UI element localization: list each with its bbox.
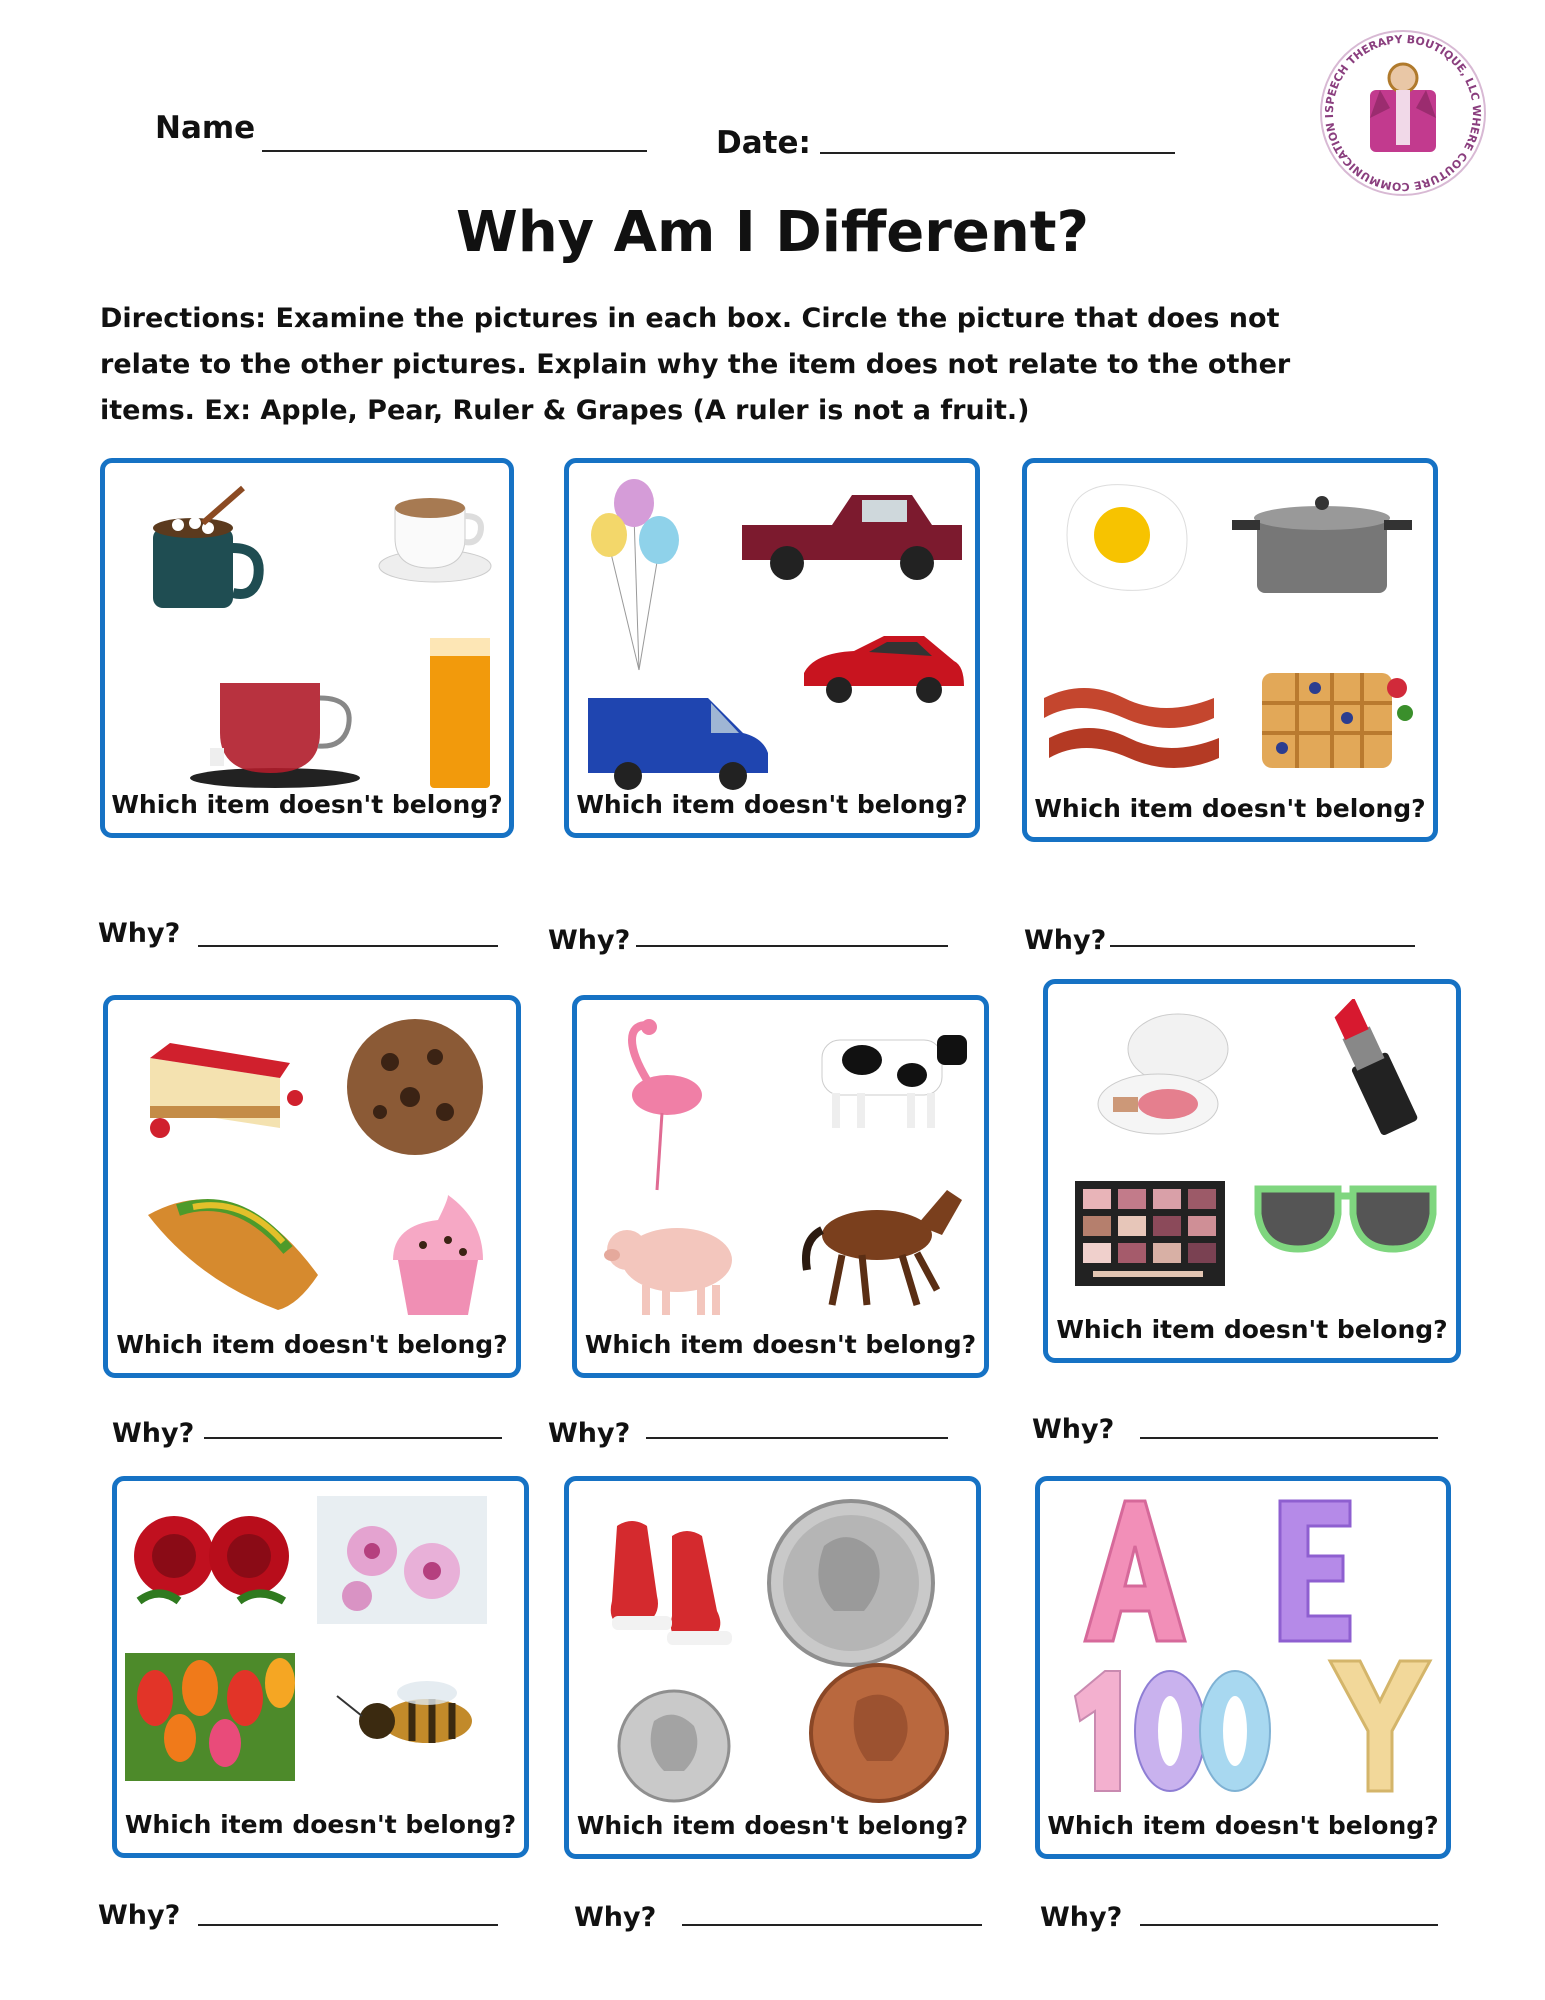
item-box-4[interactable]	[103, 995, 521, 1378]
item-box-8[interactable]	[564, 1476, 981, 1859]
why-answer-8[interactable]	[682, 1924, 982, 1926]
sunglasses-icon[interactable]	[1253, 1174, 1438, 1259]
why-label-3: Why?	[1024, 925, 1107, 956]
why-answer-3[interactable]	[1110, 945, 1415, 947]
item-box-7[interactable]	[112, 1476, 529, 1858]
sports-car-icon[interactable]	[799, 628, 969, 708]
why-label-4: Why?	[112, 1418, 195, 1449]
blush-compact-icon[interactable]	[1088, 1009, 1238, 1144]
why-label-6: Why?	[1032, 1414, 1115, 1445]
cookie-icon[interactable]	[340, 1012, 490, 1162]
horse-icon[interactable]	[797, 1175, 972, 1315]
directions-text: Directions: Examine the pictures in each box. Circle the picture that does not relate to the other pictures. Explain why the item does not relate to the other items. Ex: Apple, Pear, Ruler & Grapes (A ruler is not a fruit.)	[100, 303, 1291, 426]
balloons-icon[interactable]	[589, 475, 684, 675]
why-answer-1[interactable]	[198, 945, 498, 947]
sneakers-icon[interactable]	[597, 1506, 747, 1656]
eyeshadow-palette-icon[interactable]	[1073, 1179, 1228, 1289]
hot-chocolate-icon[interactable]	[133, 483, 273, 623]
pickup-truck-icon[interactable]	[737, 485, 967, 585]
taco-icon[interactable]	[138, 1175, 328, 1315]
question-label: Which item doesn't belong?	[584, 1330, 977, 1359]
cooking-pot-icon[interactable]	[1227, 488, 1417, 598]
lipstick-icon[interactable]	[1318, 999, 1428, 1139]
number-100-balloon-icon[interactable]	[1065, 1666, 1275, 1796]
quarter-coin-icon[interactable]	[764, 1496, 939, 1671]
why-answer-2[interactable]	[636, 945, 948, 947]
question-label: Which item doesn't belong?	[124, 1810, 517, 1839]
question-label: Which item doesn't belong?	[111, 790, 503, 819]
logo-ring-text: SPEECH THERAPY BOUTIQUE, LLC WHERE COUTURE COMMUNICATION I	[1322, 32, 1484, 194]
why-answer-9[interactable]	[1140, 1924, 1438, 1926]
boutique-logo-icon	[1318, 28, 1488, 198]
question-label: Which item doesn't belong?	[576, 1811, 969, 1840]
bee-icon[interactable]	[332, 1671, 497, 1761]
date-label: Date:	[716, 125, 811, 161]
roses-icon[interactable]	[129, 1501, 294, 1616]
letter-a-balloon-icon[interactable]	[1075, 1496, 1195, 1646]
why-label-2: Why?	[548, 925, 631, 956]
why-label-5: Why?	[548, 1418, 631, 1449]
why-label-8: Why?	[574, 1902, 657, 1933]
cheesecake-icon[interactable]	[130, 1018, 310, 1148]
item-box-2[interactable]	[564, 458, 980, 838]
penny-coin-icon[interactable]	[807, 1661, 952, 1806]
question-label: Which item doesn't belong?	[576, 790, 968, 819]
van-icon[interactable]	[583, 688, 773, 793]
item-box-1[interactable]	[100, 458, 514, 838]
dime-coin-icon[interactable]	[614, 1686, 734, 1806]
why-label-1: Why?	[98, 918, 181, 949]
date-field[interactable]	[820, 152, 1175, 154]
item-box-5[interactable]	[572, 995, 989, 1378]
why-answer-7[interactable]	[198, 1924, 498, 1926]
name-label: Name	[155, 110, 256, 146]
flamingo-icon[interactable]	[607, 1015, 717, 1195]
letter-y-balloon-icon[interactable]	[1325, 1656, 1435, 1796]
item-box-6[interactable]	[1043, 979, 1461, 1363]
question-label: Which item doesn't belong?	[116, 1330, 508, 1359]
tulips-icon[interactable]	[125, 1653, 295, 1781]
page-title: Why Am I Different?	[456, 200, 1089, 265]
orange-juice-icon[interactable]	[425, 633, 495, 793]
cupcake-icon[interactable]	[383, 1190, 493, 1320]
question-label: Which item doesn't belong?	[1047, 1811, 1439, 1840]
why-label-9: Why?	[1040, 1902, 1123, 1933]
cow-icon[interactable]	[802, 1015, 972, 1135]
orchids-icon[interactable]	[317, 1496, 487, 1624]
why-answer-6[interactable]	[1140, 1437, 1438, 1439]
item-box-3[interactable]	[1022, 458, 1438, 842]
question-label: Which item doesn't belong?	[1056, 1315, 1448, 1344]
waffle-icon[interactable]	[1247, 658, 1417, 778]
question-label: Which item doesn't belong?	[1034, 794, 1426, 823]
coffee-cup-icon[interactable]	[375, 478, 495, 588]
pig-icon[interactable]	[602, 1205, 752, 1320]
why-answer-5[interactable]	[646, 1437, 948, 1439]
why-label-7: Why?	[98, 1900, 181, 1931]
letter-e-balloon-icon[interactable]	[1270, 1496, 1360, 1646]
bacon-icon[interactable]	[1039, 668, 1229, 778]
name-field[interactable]	[262, 150, 647, 152]
fried-egg-icon[interactable]	[1047, 475, 1197, 600]
why-answer-4[interactable]	[204, 1437, 502, 1439]
tea-cup-icon[interactable]	[185, 663, 365, 793]
item-box-9[interactable]	[1035, 1476, 1451, 1859]
